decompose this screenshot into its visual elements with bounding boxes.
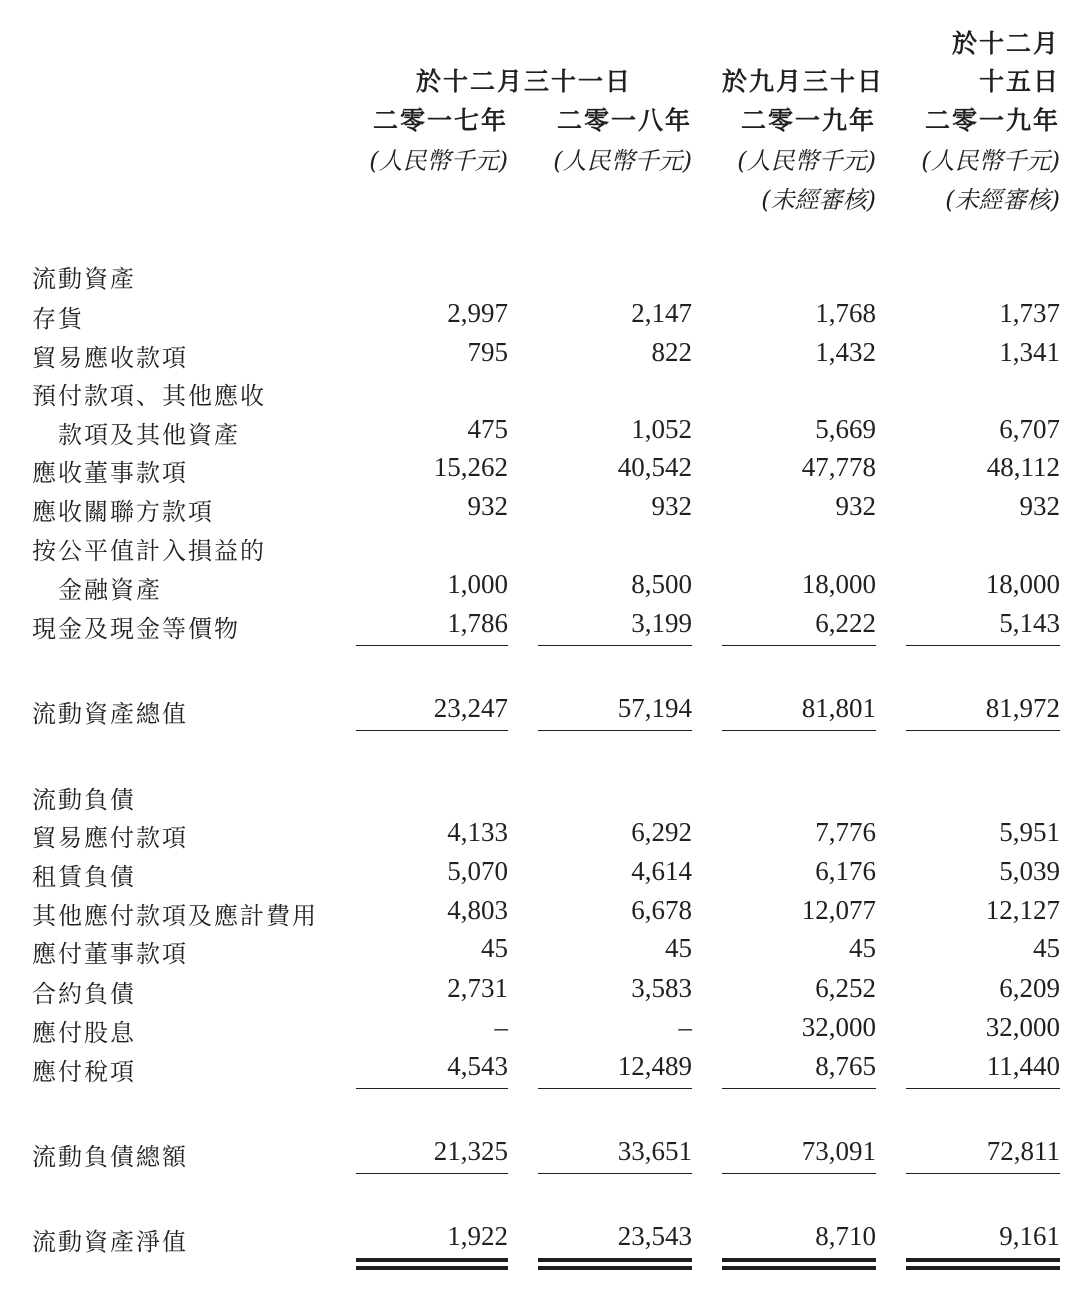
table-cell: 5,669: [815, 414, 876, 444]
rule-divider: [356, 645, 508, 646]
table-cell: 18,000: [985, 569, 1060, 599]
table-cell: 23,247: [433, 693, 508, 723]
table-cell: 12,077: [801, 895, 876, 925]
table-cell: 4,614: [631, 856, 692, 886]
row-label-lease-liabilities: 租賃負債: [32, 863, 136, 891]
table-cell: 1,000: [447, 569, 508, 599]
col3-currency: (人民幣千元): [737, 147, 876, 175]
table-cell: 73,091: [801, 1136, 876, 1166]
rule-divider: [722, 1088, 876, 1089]
table-cell: 795: [467, 337, 508, 367]
table-cell: 932: [651, 491, 692, 521]
col3-date: 於九月三十日: [722, 67, 885, 96]
rule-divider: [722, 730, 876, 731]
table-cell: 45: [849, 933, 876, 963]
table-cell: 57,194: [617, 693, 692, 723]
table-cell: –: [678, 1012, 692, 1042]
row-label-fvtpl-line2: 金融資產: [58, 576, 162, 604]
table-cell: 32,000: [801, 1012, 876, 1042]
double-rule: [722, 1258, 876, 1270]
table-cell: 33,651: [617, 1136, 692, 1166]
table-cell: 47,778: [801, 452, 876, 482]
table-cell: 8,500: [631, 569, 692, 599]
table-cell: 3,583: [631, 973, 692, 1003]
row-label-prepayments-line1: 預付款項、其他應收: [32, 382, 266, 410]
table-cell: 5,070: [447, 856, 508, 886]
table-cell: 40,542: [617, 452, 692, 482]
col4-year: 二零一九年: [924, 106, 1060, 135]
row-label-tax-payable: 應付稅項: [32, 1058, 136, 1086]
table-cell: 1,786: [447, 608, 508, 638]
rule-divider: [356, 1088, 508, 1089]
col4-date-line2: 十五日: [978, 67, 1060, 96]
table-cell: –: [494, 1012, 508, 1042]
table-cell: 8,765: [815, 1051, 876, 1081]
table-cell: 5,143: [999, 608, 1060, 638]
table-cell: 5,951: [999, 817, 1060, 847]
row-label-net-current-assets: 流動資產淨值: [32, 1228, 188, 1256]
table-cell: 6,678: [631, 895, 692, 925]
table-cell: 4,803: [447, 895, 508, 925]
table-cell: 15,262: [433, 452, 508, 482]
table-cell: 3,199: [631, 608, 692, 638]
table-cell: 23,543: [617, 1221, 692, 1251]
table-cell: 6,222: [815, 608, 876, 638]
table-cell: 81,801: [801, 693, 876, 723]
rule-divider: [906, 1173, 1060, 1174]
rule-divider: [906, 1088, 1060, 1089]
table-cell: 932: [835, 491, 876, 521]
rule-divider: [906, 730, 1060, 731]
table-cell: 6,252: [815, 973, 876, 1003]
table-cell: 6,707: [999, 414, 1060, 444]
row-label-trade-receivables: 貿易應收款項: [32, 344, 188, 372]
double-rule: [538, 1258, 692, 1270]
table-cell: 12,489: [617, 1051, 692, 1081]
row-label-inventories: 存貨: [32, 305, 84, 333]
table-cell: 6,292: [631, 817, 692, 847]
table-cell: 9,161: [999, 1221, 1060, 1251]
table-cell: 1,737: [999, 298, 1060, 328]
row-label-trade-payables: 貿易應付款項: [32, 824, 188, 852]
table-cell: 18,000: [801, 569, 876, 599]
table-cell: 81,972: [985, 693, 1060, 723]
table-cell: 72,811: [986, 1136, 1060, 1166]
table-cell: 11,440: [986, 1051, 1060, 1081]
col3-year: 二零一九年: [740, 106, 876, 135]
table-cell: 1,768: [815, 298, 876, 328]
row-label-other-payables: 其他應付款項及應計費用: [32, 902, 318, 930]
table-cell: 7,776: [815, 817, 876, 847]
col4-currency: (人民幣千元): [921, 147, 1060, 175]
table-cell: 6,209: [999, 973, 1060, 1003]
rule-divider: [356, 1173, 508, 1174]
rule-divider: [538, 645, 692, 646]
table-cell: 21,325: [433, 1136, 508, 1166]
col2-currency: (人民幣千元): [553, 147, 692, 175]
row-label-dividends-payable: 應付股息: [32, 1019, 136, 1047]
double-rule: [906, 1258, 1060, 1270]
rule-divider: [722, 1173, 876, 1174]
table-cell: 2,731: [447, 973, 508, 1003]
table-cell: 4,133: [447, 817, 508, 847]
rule-divider: [538, 1088, 692, 1089]
table-cell: 1,432: [815, 337, 876, 367]
row-label-due-to-directors: 應付董事款項: [32, 940, 188, 968]
table-cell: 822: [651, 337, 692, 367]
table-cell: 932: [467, 491, 508, 521]
section-current-liabilities: 流動負債: [32, 786, 136, 814]
row-label-contract-liabilities: 合約負債: [32, 980, 136, 1008]
row-label-total-current-liabilities: 流動負債總額: [32, 1143, 188, 1171]
table-cell: 1,922: [447, 1221, 508, 1251]
rule-divider: [906, 645, 1060, 646]
rule-divider: [356, 730, 508, 731]
table-cell: 475: [467, 414, 508, 444]
table-cell: 48,112: [986, 452, 1060, 482]
row-label-prepayments-line2: 款項及其他資產: [58, 421, 240, 449]
row-label-cash: 現金及現金等價物: [32, 615, 240, 643]
double-rule: [356, 1258, 508, 1270]
table-cell: 12,127: [985, 895, 1060, 925]
rule-divider: [538, 1173, 692, 1174]
group-date-dec31: 於十二月三十一日: [415, 67, 632, 96]
row-label-total-current-assets: 流動資產總值: [32, 700, 188, 728]
table-cell: 45: [481, 933, 508, 963]
row-label-due-from-related: 應收關聯方款項: [32, 498, 214, 526]
rule-divider: [538, 730, 692, 731]
col3-unaudited: (未經審核): [761, 186, 876, 214]
col2-year: 二零一八年: [556, 106, 692, 135]
table-cell: 8,710: [815, 1221, 876, 1251]
section-current-assets: 流動資產: [32, 265, 136, 293]
table-cell: 45: [665, 933, 692, 963]
table-cell: 1,341: [999, 337, 1060, 367]
rule-divider: [722, 645, 876, 646]
table-cell: 932: [1019, 491, 1060, 521]
table-cell: 6,176: [815, 856, 876, 886]
col1-year: 二零一七年: [372, 106, 508, 135]
table-cell: 1,052: [631, 414, 692, 444]
row-label-due-from-directors: 應收董事款項: [32, 459, 188, 487]
col1-currency: (人民幣千元): [369, 147, 508, 175]
row-label-fvtpl-line1: 按公平值計入損益的: [32, 537, 266, 565]
table-cell: 2,997: [447, 298, 508, 328]
table-cell: 4,543: [447, 1051, 508, 1081]
col4-date-line1: 於十二月: [951, 29, 1060, 58]
table-cell: 32,000: [985, 1012, 1060, 1042]
table-cell: 5,039: [999, 856, 1060, 886]
table-cell: 45: [1033, 933, 1060, 963]
col4-unaudited: (未經審核): [945, 186, 1060, 214]
table-cell: 2,147: [631, 298, 692, 328]
